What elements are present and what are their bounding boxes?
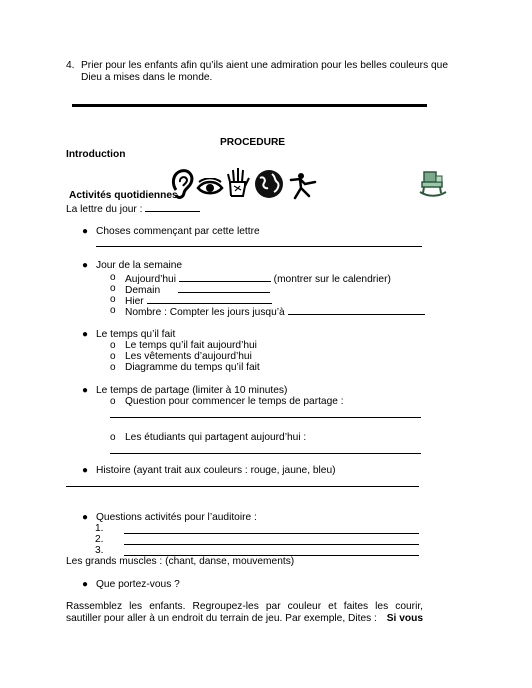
eye-icon: [196, 178, 224, 201]
answer-line: [66, 486, 419, 487]
answer-line: [124, 544, 419, 545]
circle-bullet-icon: o: [110, 294, 116, 305]
closing-line-1: Rassemblez les enfants. Regroupez-les par couleur et faites les courir,: [66, 601, 423, 612]
big-muscles-line: Les grands muscles : (chant, danse, mouvements): [66, 556, 295, 567]
audience-questions-item: Questions activités pour l’auditoire :: [96, 512, 257, 523]
bullet-icon: ●: [82, 465, 89, 476]
story-item: Histoire (ayant trait aux couleurs : rouge, jaune, bleu): [96, 465, 336, 476]
bullet-icon: ●: [82, 579, 89, 590]
bullet-icon: ●: [82, 329, 89, 340]
circle-bullet-icon: o: [110, 432, 116, 443]
yesterday-blank: [147, 294, 272, 304]
circle-bullet-icon: o: [110, 340, 116, 351]
circle-bullet-icon: o: [110, 305, 116, 316]
bullet-icon: ●: [82, 260, 89, 271]
today-blank: [179, 272, 271, 282]
procedure-heading: PROCEDURE: [220, 137, 286, 148]
letter-of-day-label: La lettre du jour :: [66, 202, 200, 215]
introduction-heading: Introduction: [66, 149, 126, 160]
bullet-icon: ●: [82, 226, 89, 237]
letter-words-item: Choses commençant par cette lettre: [96, 226, 260, 237]
circle-bullet-icon: o: [110, 396, 116, 407]
answer-line: [110, 453, 421, 454]
rocking-chair-icon: [418, 168, 448, 201]
share-time-item: Le temps de partage (limiter à 10 minutes): [96, 385, 288, 396]
dancer-icon: [287, 170, 317, 203]
circle-bullet-icon: o: [110, 283, 116, 294]
section-divider: [72, 104, 427, 107]
today-item: Aujourd’hui (montrer sur le calendrier): [125, 274, 391, 285]
list-number: 4.: [66, 60, 75, 71]
weather-item: Le temps qu’il fait: [96, 329, 176, 340]
bullet-icon: ●: [82, 512, 89, 523]
share-question-item: Question pour commencer le temps de partage :: [125, 396, 344, 407]
circle-bullet-icon: o: [110, 362, 116, 373]
intro-item-line-1: Prier pour les enfants afin qu’ils aient une admiration pour les belles couleurs que: [81, 60, 448, 71]
question-number-3: 3.: [95, 545, 104, 556]
weather-diagram-item: Diagramme du temps qu’il fait: [125, 362, 260, 373]
tomorrow-item: Demain: [125, 283, 270, 296]
intro-item-line-2: Dieu a mises dans le monde.: [81, 72, 213, 83]
share-students-item: Les étudiants qui partagent aujourd’hui :: [125, 432, 307, 443]
bullet-icon: ●: [82, 385, 89, 396]
answer-line: [110, 417, 421, 418]
hand-icon: [225, 166, 251, 201]
question-number-2: 2.: [95, 534, 104, 545]
what-wearing-item: Que portez-vous ?: [96, 579, 180, 590]
globe-icon: [252, 168, 286, 203]
answer-line: [96, 246, 422, 247]
circle-bullet-icon: o: [110, 351, 116, 362]
circle-bullet-icon: o: [110, 272, 116, 283]
daily-activities-heading: Activités quotidiennes: [69, 190, 178, 201]
count-item: Nombre : Compter les jours jusqu’à: [125, 305, 425, 318]
weather-today-item: Le temps qu’il fait aujourd’hui: [125, 340, 257, 351]
count-blank: [288, 305, 425, 315]
answer-line: [124, 533, 419, 534]
question-number-1: 1.: [95, 523, 104, 534]
week-day-item: Jour de la semaine: [96, 260, 183, 271]
yesterday-item: Hier: [125, 294, 272, 307]
clothes-today-item: Les vêtements d’aujourd’hui: [125, 351, 252, 362]
letter-of-day-blank: [145, 202, 200, 212]
tomorrow-blank: [178, 283, 270, 293]
closing-line-2: sautiller pour aller à un endroit du terrain de jeu. Par exemple, Dites : Si vous: [66, 613, 423, 624]
